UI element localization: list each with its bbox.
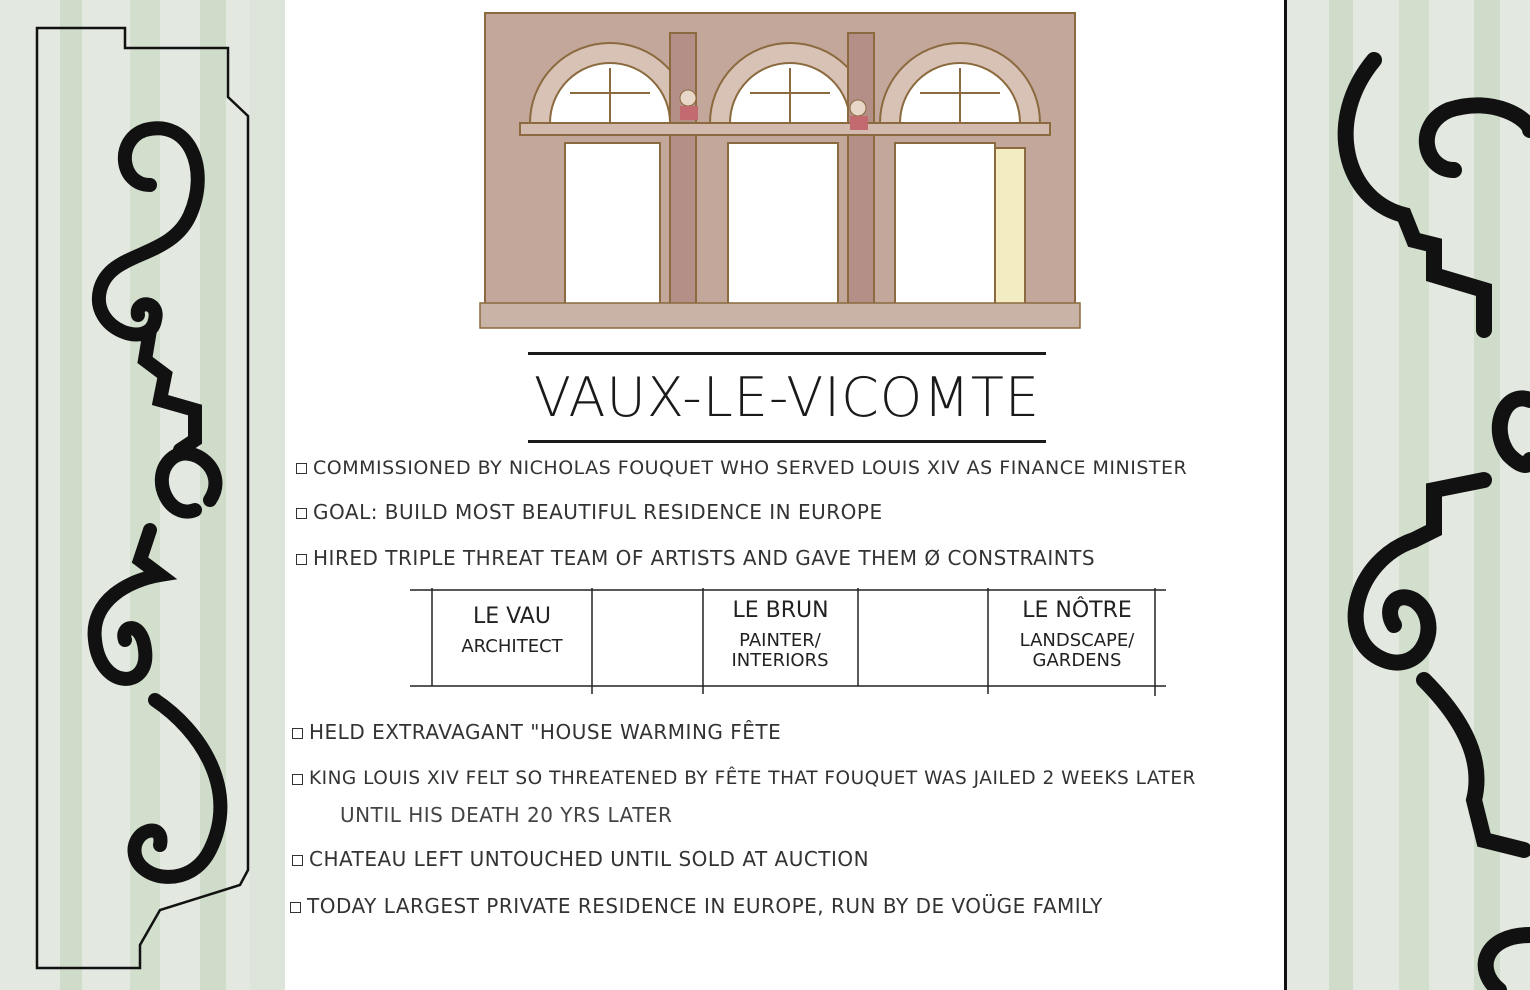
title-rule-bottom (528, 440, 1046, 443)
bullet-item: COMMISSIONED BY NICHOLAS FOUQUET WHO SERVED LOUIS XIV AS FINANCE MINISTER (296, 457, 1187, 479)
bullet-item: KING LOUIS XIV FELT SO THREATENED BY FÊTE THAT FOUQUET WAS JAILED 2 WEEKS LATER (292, 768, 1196, 789)
bullet-checkbox (292, 855, 303, 866)
team-role: PAINTER/ INTERIORS (731, 630, 829, 671)
bullet-continuation: UNTIL HIS DEATH 20 YRS LATER (340, 803, 673, 827)
bullet-checkbox (296, 463, 307, 474)
bullet-item: HIRED TRIPLE THREAT TEAM OF ARTISTS AND GAVE THEM Ø CONSTRAINTS (296, 546, 1095, 570)
bullet-item: HELD EXTRAVAGANT "HOUSE WARMING FÊTE (292, 720, 781, 744)
bullet-checkbox (296, 554, 307, 565)
bullet-item: CHATEAU LEFT UNTOUCHED UNTIL SOLD AT AUCTION (292, 847, 869, 871)
team-cell-le-vau (432, 604, 592, 657)
team-name: LE VAU (473, 604, 551, 629)
bullet-checkbox (290, 902, 301, 913)
team-name: LE BRUN (732, 598, 829, 623)
bullet-item: GOAL: BUILD MOST BEAUTIFUL RESIDENCE IN EUROPE (296, 500, 883, 524)
team-cell-le-notre (988, 598, 1166, 671)
team-role: LANDSCAPE/ GARDENS (1019, 630, 1135, 671)
bullet-checkbox (292, 728, 303, 739)
bullet-checkbox (292, 774, 303, 785)
right-decorative-panel (1284, 0, 1530, 990)
chateau-facade-illustration (470, 8, 1100, 338)
title-rule-top (528, 352, 1046, 355)
page-title: VAUX-LE-VICOMTE (533, 366, 1041, 429)
team-name: LE NÔTRE (1022, 598, 1132, 623)
team-role: ARCHITECT (461, 636, 563, 657)
team-cell-le-brun (703, 598, 858, 671)
bullet-checkbox (296, 508, 307, 519)
bullet-item: TODAY LARGEST PRIVATE RESIDENCE IN EUROPE, RUN BY DE VOÜGE FAMILY (290, 894, 1103, 918)
left-decorative-panel (0, 0, 285, 990)
